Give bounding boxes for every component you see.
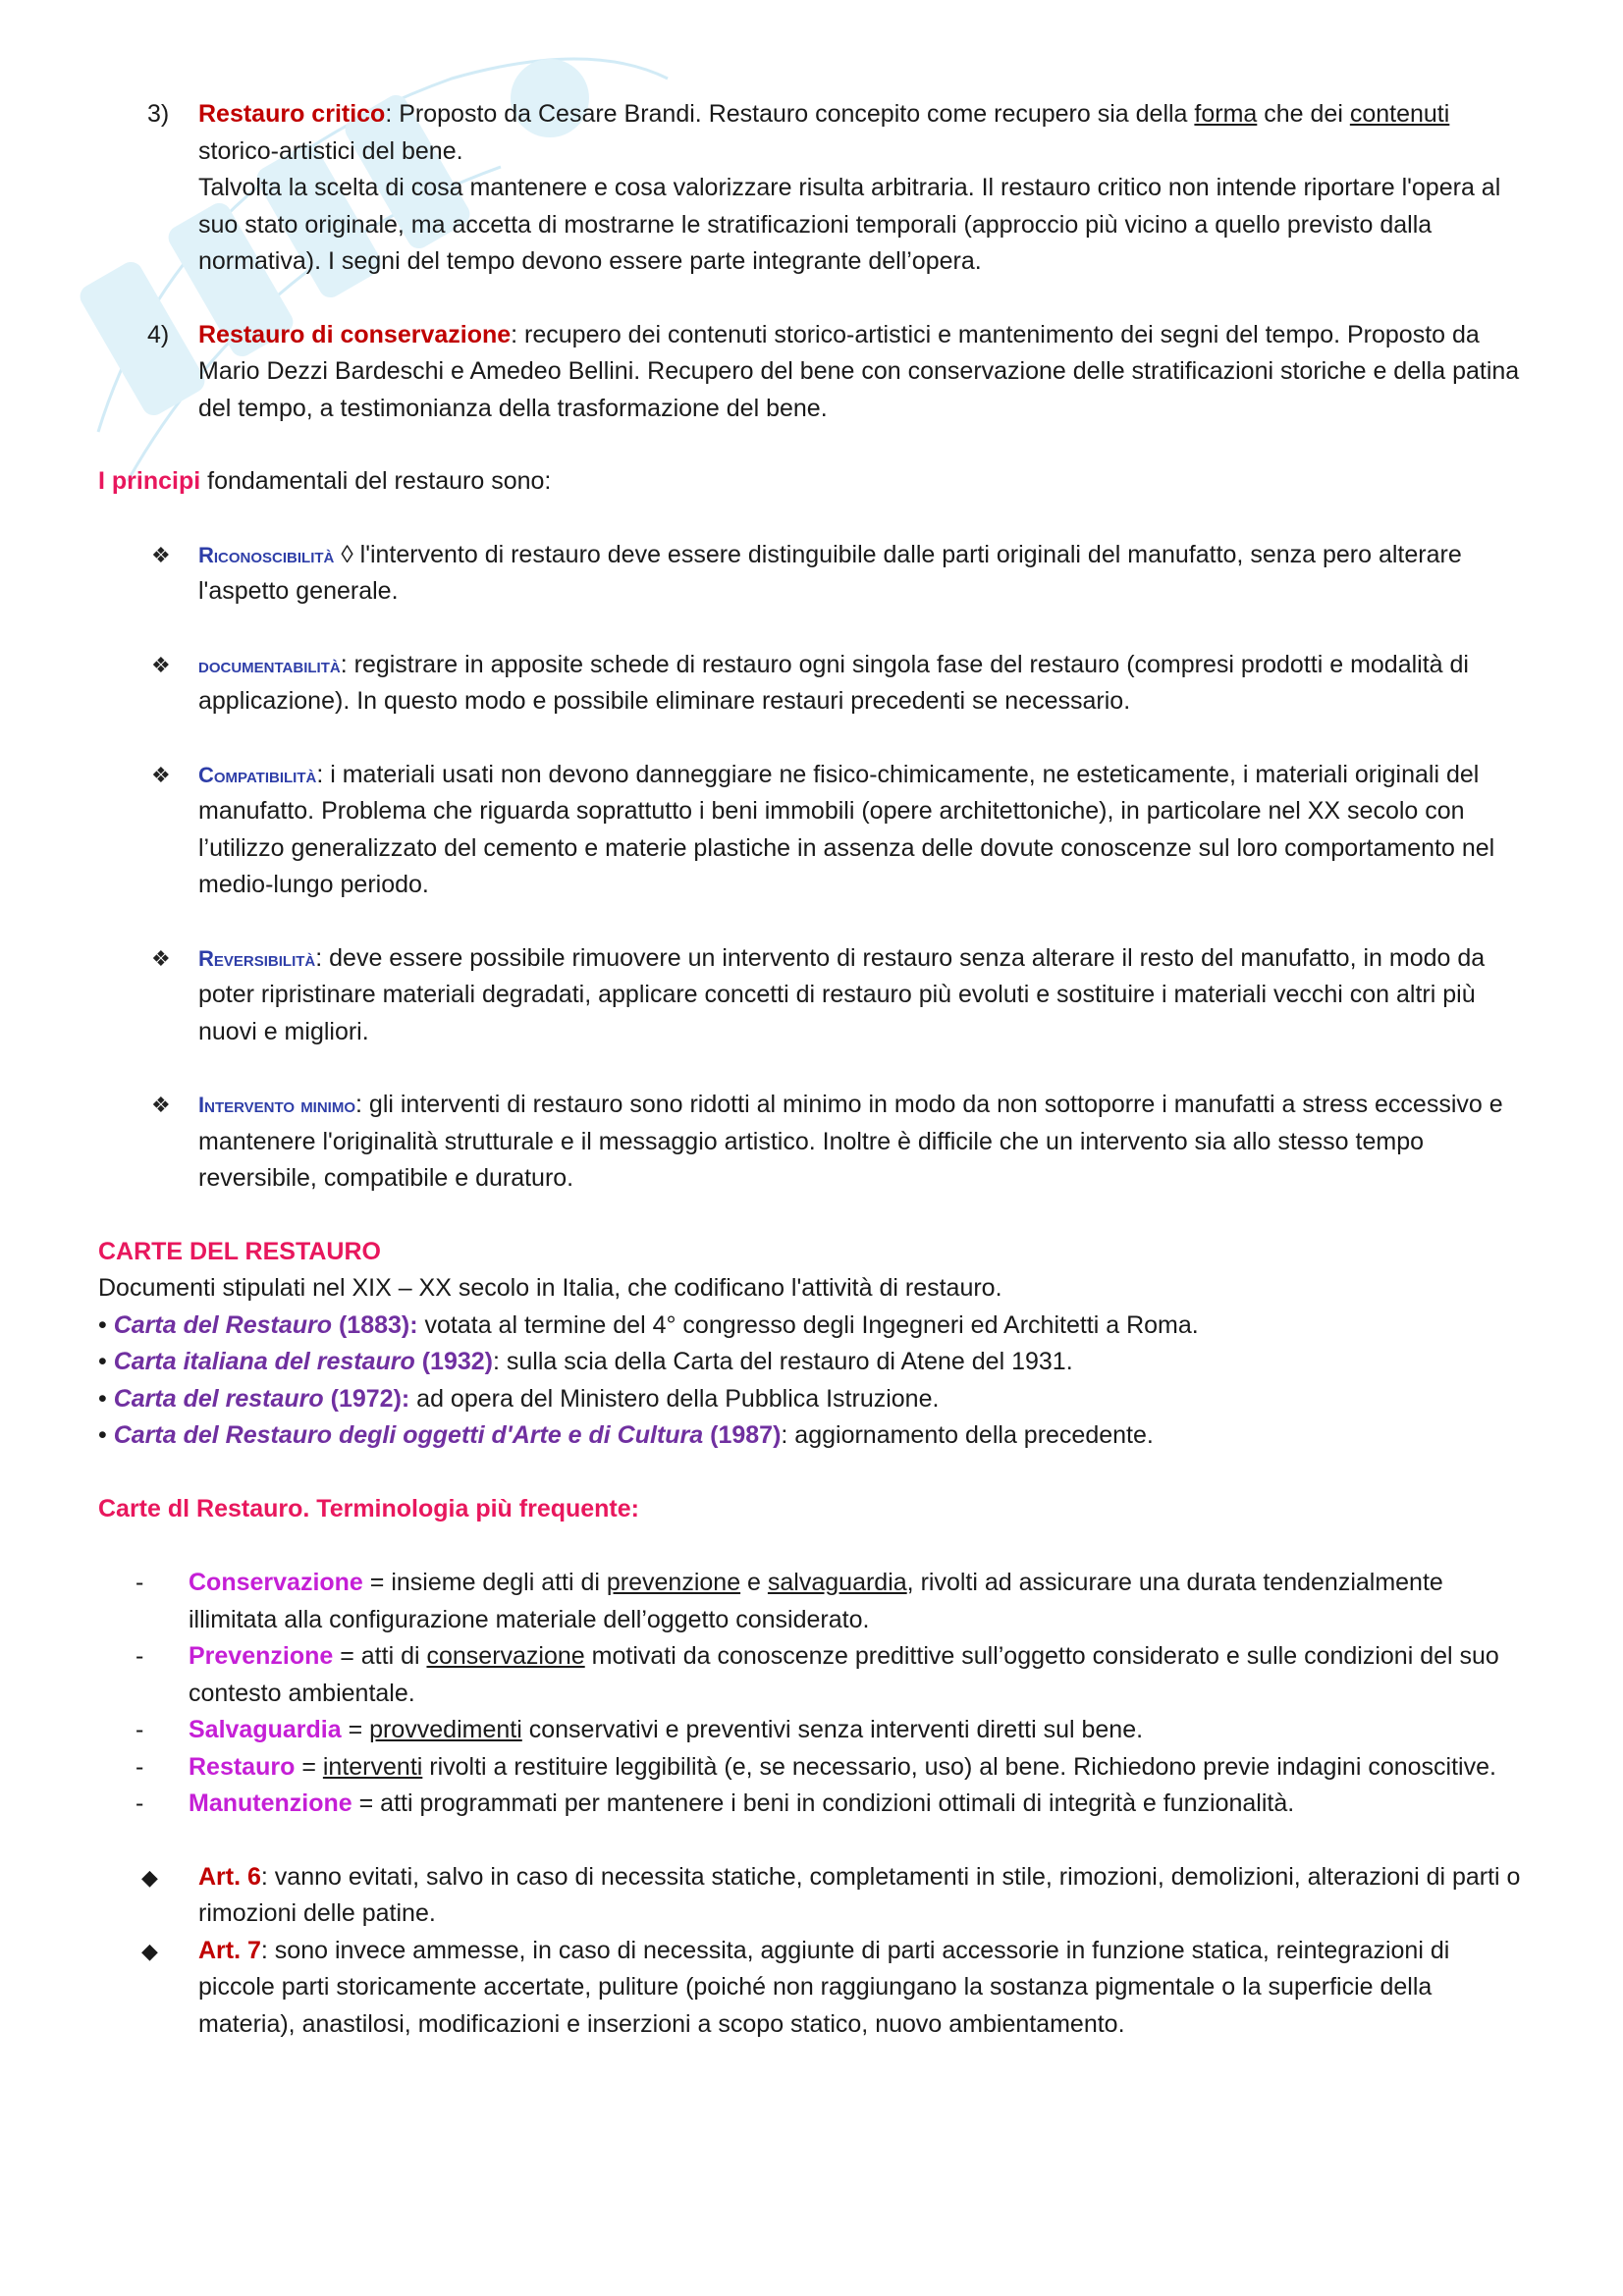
carta-text: ad opera del Ministero della Pubblica Istruzione.	[409, 1384, 940, 1413]
item-text: : recupero dei contenuti storico-artistici e mantenimento dei segni del tempo. Proposto da Mario Dezzi Bardeschi e Amedeo Bellini. Recupero del bene con conservazione delle stratificazioni storiche e della patina del tempo, a testimonianza della trasformazione del bene.	[198, 320, 1520, 422]
principle-separator: :	[340, 650, 354, 678]
principle-separator: :	[315, 943, 330, 972]
term-item	[98, 1749, 1532, 1787]
term-text: e	[740, 1569, 768, 1596]
diamond-bullet-icon: ◆	[141, 1938, 158, 1963]
item-number: 4)	[147, 320, 170, 348]
term-text: = insieme degli atti di	[362, 1569, 607, 1596]
principle-text: deve essere possibile rimuovere un intervento di restauro senza alterare il resto del manufatto, in modo da poter ripristinare materiali degradati, applicare concetti di restauro più evoluti e sostituire i materiali vecchi con altri più nuovi e migliori.	[198, 943, 1486, 1045]
diamond-bullet-icon: ❖	[151, 945, 171, 971]
carta-year: (1972):	[323, 1384, 410, 1413]
numbered-item	[98, 96, 1532, 281]
principle-term: Intervento minimo	[198, 1093, 356, 1117]
diamond-bullet-icon: ◆	[141, 1864, 158, 1890]
carta-year: (1987)	[703, 1421, 782, 1449]
term-item	[98, 1786, 1532, 1823]
term-text: =	[295, 1752, 323, 1781]
underlined-term: salvaguardia	[767, 1569, 907, 1596]
dash-bullet: -	[135, 1569, 144, 1596]
article-label: Art. 7	[198, 1936, 261, 1964]
carta-name: Carta del Restauro degli oggetti d'Arte e di Cultura	[113, 1421, 704, 1449]
carta-item	[98, 1417, 1532, 1455]
article-item	[98, 1933, 1532, 2044]
term-text: = atti programmati per mantenere i beni in condizioni ottimali di integrità e funzionalità.	[352, 1789, 1295, 1817]
item-heading: Restauro di conservazione	[198, 320, 512, 348]
carta-year: (1883):	[332, 1310, 418, 1339]
dash-bullet: -	[135, 1716, 144, 1743]
article-label: Art. 6	[198, 1862, 261, 1891]
carta-text: votata al termine del 4° congresso degli Ingegneri ed Architetti a Roma.	[417, 1310, 1199, 1339]
principles-intro-text: fondamentali del restauro sono:	[200, 467, 552, 495]
section-title: CARTE DEL RESTAURO	[98, 1237, 381, 1265]
diamond-bullet-icon: ❖	[151, 542, 171, 567]
principle-item	[98, 537, 1532, 611]
principle-term: Compatibilità	[198, 762, 317, 787]
item-text: che dei	[1257, 100, 1350, 128]
article-item	[98, 1859, 1532, 1933]
principles-intro	[98, 463, 1532, 501]
principle-text: registrare in apposite schede di restauro ogni singola fase del restauro (compresi prodotti e modalità di applicazione). In questo modo e possibile eliminare restauri precedenti se necessario.	[198, 650, 1469, 715]
underlined-term: prevenzione	[606, 1569, 741, 1596]
principle-item	[98, 1087, 1532, 1198]
principle-term: Riconoscibilità	[198, 542, 335, 567]
terminology-title: Carte dl Restauro. Terminologia più frequente:	[98, 1494, 639, 1522]
carta-item	[98, 1381, 1532, 1418]
diamond-bullet-icon: ❖	[151, 762, 171, 787]
bullet-icon: •	[98, 1384, 107, 1413]
term-name: Prevenzione	[189, 1642, 334, 1670]
principle-text: gli interventi di restauro sono ridotti al minimo in modo da non sottoporre i manufatti a stress eccessivo e mantenere l'originalità strutturale e il messaggio artistico. Inoltre è difficile che un intervento sia allo stesso tempo reversibile, compatibile e duraturo.	[198, 1091, 1503, 1192]
carta-year: (1932)	[414, 1348, 493, 1375]
carta-item	[98, 1308, 1532, 1345]
term-text: rivolti a restituire leggibilità (e, se necessario, uso) al bene. Richiedono previe indagini conoscitive.	[422, 1752, 1496, 1781]
term-text: = atti di	[333, 1642, 427, 1670]
principle-separator: :	[355, 1091, 369, 1118]
underlined-term: provvedimenti	[369, 1716, 522, 1743]
bullet-icon: •	[98, 1421, 107, 1449]
term-item	[98, 1638, 1532, 1712]
principle-separator: :	[316, 760, 331, 788]
principles-heading: I principi	[98, 467, 201, 495]
term-name: Manutenzione	[189, 1789, 352, 1817]
term-text: motivati da conoscenze predittive sull’oggetto considerato e sulle condizioni del suo contesto ambientale.	[189, 1642, 1499, 1707]
term-name: Salvaguardia	[189, 1716, 342, 1743]
bullet-icon: •	[98, 1348, 107, 1375]
carta-name: Carta italiana del restauro	[113, 1348, 415, 1375]
principle-item	[98, 647, 1532, 721]
underlined-term: interventi	[322, 1752, 423, 1781]
principle-text: l'intervento di restauro deve essere distinguibile dalle parti originali del manufatto, senza pero alterare l'aspetto generale.	[198, 540, 1462, 605]
diamond-bullet-icon: ❖	[151, 1093, 171, 1117]
underlined-term: conservazione	[426, 1642, 585, 1670]
item-paragraph: Talvolta la scelta di cosa mantenere e cosa valorizzare risulta arbitraria. Il restauro critico non intende riportare l'opera al suo stato originale, ma accetta di mostrarne le stratificazioni temporali (approccio più vicino a quello previsto dalla normativa). I segni del tempo devono essere parte integrante dell’opera.	[198, 174, 1501, 275]
document-content	[98, 96, 1532, 2043]
dash-bullet: -	[135, 1752, 144, 1781]
item-text: : Proposto da Cesare Brandi. Restauro concepito come recupero sia della	[385, 100, 1195, 128]
bullet-icon: •	[98, 1310, 107, 1339]
dash-bullet: -	[135, 1642, 144, 1670]
term-name: Restauro	[189, 1752, 296, 1781]
carta-text: : aggiornamento della precedente.	[781, 1421, 1154, 1449]
item-heading: Restauro critico	[198, 100, 386, 128]
term-item	[98, 1712, 1532, 1749]
carte-section	[98, 1234, 1532, 1455]
section-intro: Documenti stipulati nel XIX – XX secolo in Italia, che codificano l'attività di restauro.	[98, 1274, 1002, 1302]
carta-item	[98, 1344, 1532, 1381]
carta-name: Carta del Restauro	[113, 1310, 333, 1339]
term-text: , rivolti ad assicurare una durata tendenzialmente illimitata alla configurazione materiale dell’oggetto considerato.	[189, 1569, 1443, 1633]
principle-term: Reversibilità	[198, 945, 316, 971]
carta-text: : sulla scia della Carta del restauro di Atene del 1931.	[493, 1348, 1073, 1375]
article-text: : sono invece ammesse, in caso di necessita, aggiunte di parti accessorie in funzione statica, reintegrazioni di piccole parti storicamente accertate, puliture (poiché non raggiungano la sostanza pigmentale o la superficie della materia), anastilosi, modificazioni e inserzioni a scopo statico, nuovo ambientamento.	[198, 1936, 1450, 2038]
principle-separator: ◊	[334, 540, 360, 568]
dash-bullet: -	[135, 1789, 144, 1817]
carta-name: Carta del restauro	[113, 1384, 324, 1413]
term-text: =	[341, 1716, 370, 1743]
diamond-bullet-icon: ❖	[151, 652, 171, 677]
numbered-item	[98, 317, 1532, 428]
principle-item	[98, 940, 1532, 1051]
principle-text: i materiali usati non devono danneggiare ne fisico-chimicamente, ne esteticamente, i materiali originali del manufatto. Problema che riguarda soprattutto i beni immobili (opere architettoniche), in particolare nel XX secolo con l’utilizzo generalizzato del cemento e materie plastiche in assenza delle dovute conoscenze sul loro comportamento nel medio-lungo periodo.	[198, 760, 1495, 898]
term-name: Conservazione	[189, 1569, 363, 1596]
article-text: : vanno evitati, salvo in caso di necessita statiche, completamenti in stile, rimozioni, demolizioni, alterazioni di parti o rimozioni delle patine.	[198, 1862, 1521, 1927]
underlined-term: forma	[1194, 100, 1258, 128]
term-item	[98, 1565, 1532, 1638]
item-text: storico-artistici del bene.	[198, 136, 463, 165]
principle-term: documentabilità	[198, 652, 341, 677]
term-text: conservativi e preventivi senza interventi diretti sul bene.	[521, 1716, 1144, 1743]
item-number: 3)	[147, 100, 170, 128]
underlined-term: contenuti	[1349, 100, 1450, 128]
principle-item	[98, 757, 1532, 904]
